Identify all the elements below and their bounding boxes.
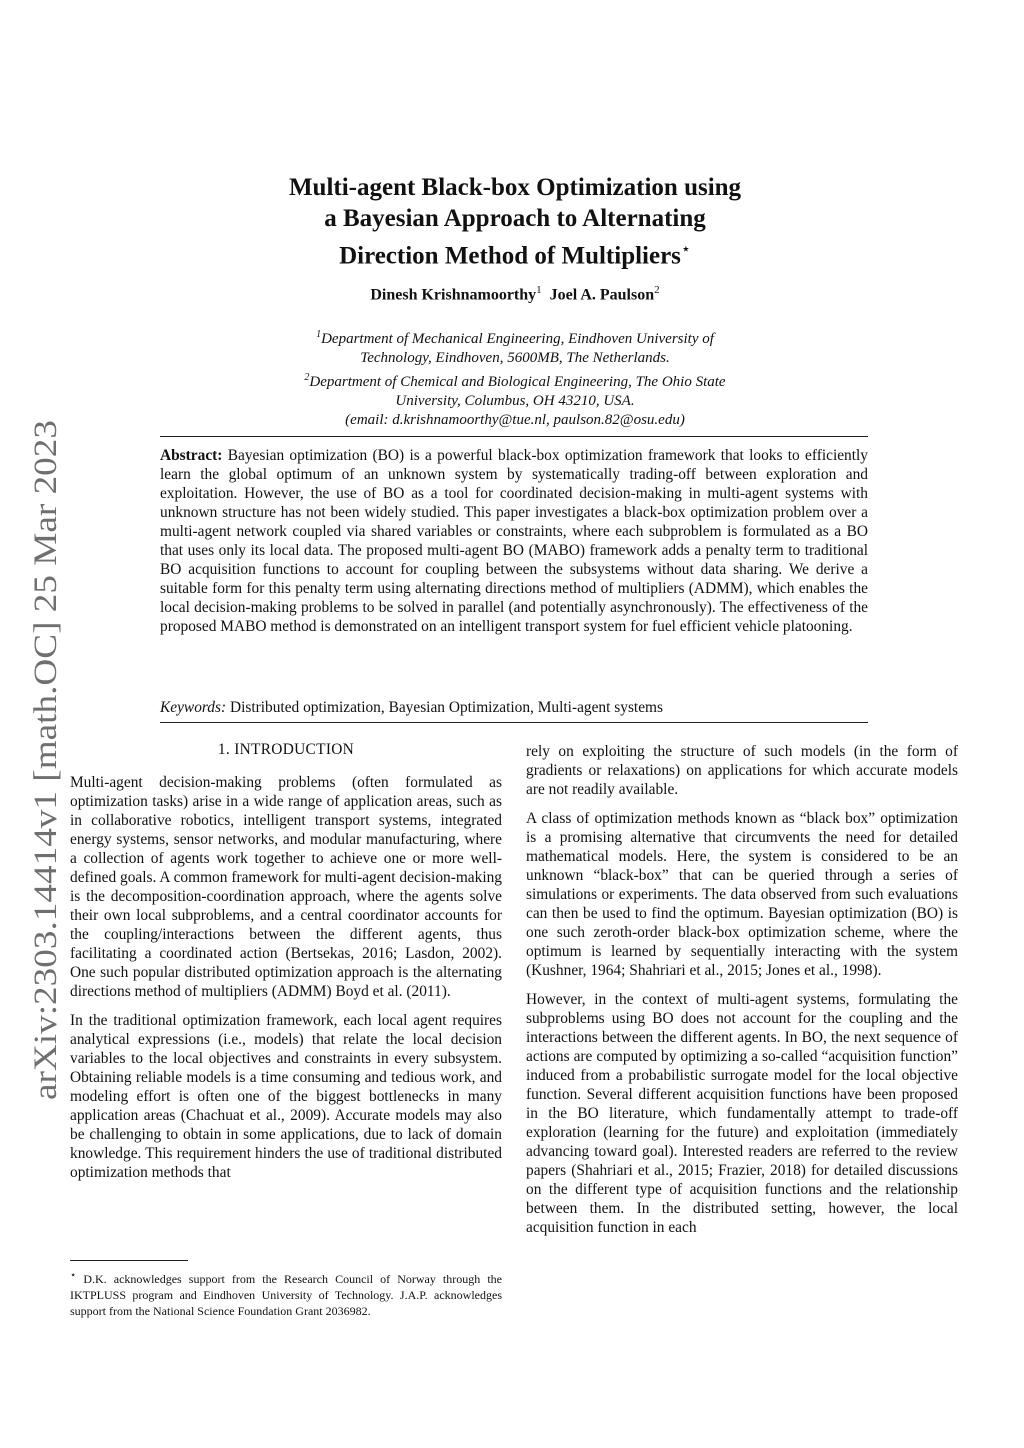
title-footnote-mark: ⋆: [680, 241, 691, 258]
intro-paragraph-5: However, in the context of multi-agent systems, formulating the subproblems using BO does not account for the coupling and the interactions between the different agents. In BO, the next sequence of actions are computed by optimizing a so-called “acquisition function” induced from a probabilistic surrogate model for the local objective function. Several different acquisition functions have been proposed in the BO literature, which fundamentally attempt to trade-off exploration (learning for the future) and exploitation (immediately advancing toward goal). Interested readers are referred to the review papers (Shahriari et al., 2015; Frazier, 2018) for detailed discussions on the different type of acquisition functions and the relationship between them. In the distributed setting, however, the local acquisition function in each: [526, 991, 958, 1236]
author-list: [150, 284, 880, 304]
keywords-label: Keywords:: [160, 699, 227, 716]
abstract: [160, 446, 868, 636]
footnote-mark: ⋆: [70, 1270, 77, 1281]
affiliation-2-line-2: University, Columbus, OH 43210, USA.: [395, 393, 635, 409]
title-line-1: Multi-agent Black-box Optimization using: [288, 174, 742, 201]
abstract-top-rule: [160, 436, 868, 437]
affiliation-2-line-1-text: Department of Chemical and Biological Engineering, The Ohio State: [309, 374, 726, 390]
author-emails: (email: d.krishnamoorthy@tue.nl, paulson.82@osu.edu): [345, 412, 685, 428]
keywords-text: Distributed optimization, Bayesian Optimization, Multi-agent systems: [229, 699, 663, 716]
right-column: [526, 742, 958, 1247]
affiliation-1-line-1-text: Department of Mechanical Engineering, Eindhoven University of: [321, 331, 714, 347]
author-2-affiliation-mark: 2: [654, 284, 660, 296]
footnote-text: D.K. acknowledges support from the Research Council of Norway through the IKTPLUSS program and Eindhoven University of Technology. J.A.P. acknowledges support from the National Science Foundation Grant 2036982.: [70, 1272, 503, 1318]
affiliation-2-mark: 2: [304, 372, 310, 383]
affiliation-2-line-1: [150, 368, 880, 392]
arxiv-stamp: [20, 420, 68, 1100]
intro-paragraph-1: Multi-agent decision-making problems (often formulated as optimization tasks) arise in a wide range of application areas, such as in collaborative robotics, intelligent transport systems, integrated energy systems, sensor networks, and modular manufacturing, where a collection of agents work together to achieve one or more well-defined goals. A common framework for multi-agent decision-making is the decomposition-coordination approach, where the agents solve their own local subproblems, and a central coordinator accounts for the coupling/interactions between the different agents, thus facilitating a coordinated action (Bertsekas, 2016; Lasdon, 2002). One such popular distributed optimization approach is the alternating directions method of multipliers (ADMM) Boyd et al. (2011).: [70, 774, 502, 1000]
affiliation-1-line-1: [150, 325, 880, 349]
affiliations: [150, 325, 880, 430]
author-1-affiliation-mark: 1: [536, 284, 542, 296]
abstract-text: Bayesian optimization (BO) is a powerful black-box optimization framework that looks to efficiently learn the global optimum of an unknown system by systematically trading-off between exploration and exploitation. However, the use of BO as a tool for coordinated decision-making in multi-agent systems with unknown structure has not been widely studied. This paper investigates a black-box optimization problem over a multi-agent network coupled via shared variables or constraints, where each subproblem is formulated as a BO that uses only its local data. The proposed multi-agent BO (MABO) framework adds a penalty term to traditional BO acquisition functions to account for coupling between the subsystems without data sharing. We derive a suitable form for this penalty term using alternating directions method of multipliers (ADMM), which enables the local decision-making problems to be solved in parallel (and potentially asynchronously). The effectiveness of the proposed MABO method is demonstrated on an intelligent transport system for fuel efficient vehicle platooning.: [160, 447, 868, 635]
intro-paragraph-4: A class of optimization methods known as “black box” optimization is a promising alternative that circumvents the need for detailed mathematical models. Here, the system is considered to be an unknown “black-box” that can be queried through a series of simulations or experiments. The data observed from such evaluations can then be used to find the optimum. Bayesian optimization (BO) is one such zeroth-order black-box optimization scheme, where the optimum is learned by sequentially interacting with the system (Kushner, 1964; Shahriari et al., 2015; Jones et al., 1998).: [526, 810, 958, 979]
affiliation-1-line-2: Technology, Eindhoven, 5600MB, The Netherlands.: [360, 350, 670, 366]
affiliation-1-mark: 1: [316, 329, 322, 340]
intro-paragraph-3: rely on exploiting the structure of such models (in the form of gradients or relaxations) on applications for which accurate models are not readily available.: [526, 743, 958, 798]
footnote: [70, 1268, 502, 1319]
keywords-bottom-rule: [160, 722, 868, 723]
author-1: Dinesh Krishnamoorthy: [370, 286, 537, 304]
intro-paragraph-2: In the traditional optimization framework, each local agent requires analytical expressions (i.e., models) that relate the local decision variables to the local objectives and constraints in every subsystem. Obtaining reliable models is a time consuming and tedious work, and modeling effort is often one of the biggest bottlenecks in many application areas (Chachuat et al., 2009). Accurate models may also be challenging to obtain in some applications, due to lack of domain knowledge. This requirement hinders the use of traditional distributed optimization methods that: [70, 1012, 502, 1181]
author-2: Joel A. Paulson: [549, 286, 655, 304]
paper-title: [150, 172, 880, 271]
title-line-3: [150, 234, 880, 271]
arxiv-stamp-text: arXiv:2303.14414v1 [math.OC] 25 Mar 2023: [28, 496, 64, 1100]
abstract-label: Abstract:: [160, 447, 223, 464]
section-heading-introduction: 1. INTRODUCTION: [217, 741, 355, 758]
title-line-2: a Bayesian Approach to Alternating: [324, 205, 706, 232]
keywords: [160, 698, 868, 717]
title-line-3-text: Direction Method of Multipliers: [339, 242, 681, 270]
footnote-rule: [70, 1260, 188, 1261]
left-column: [70, 740, 502, 1192]
